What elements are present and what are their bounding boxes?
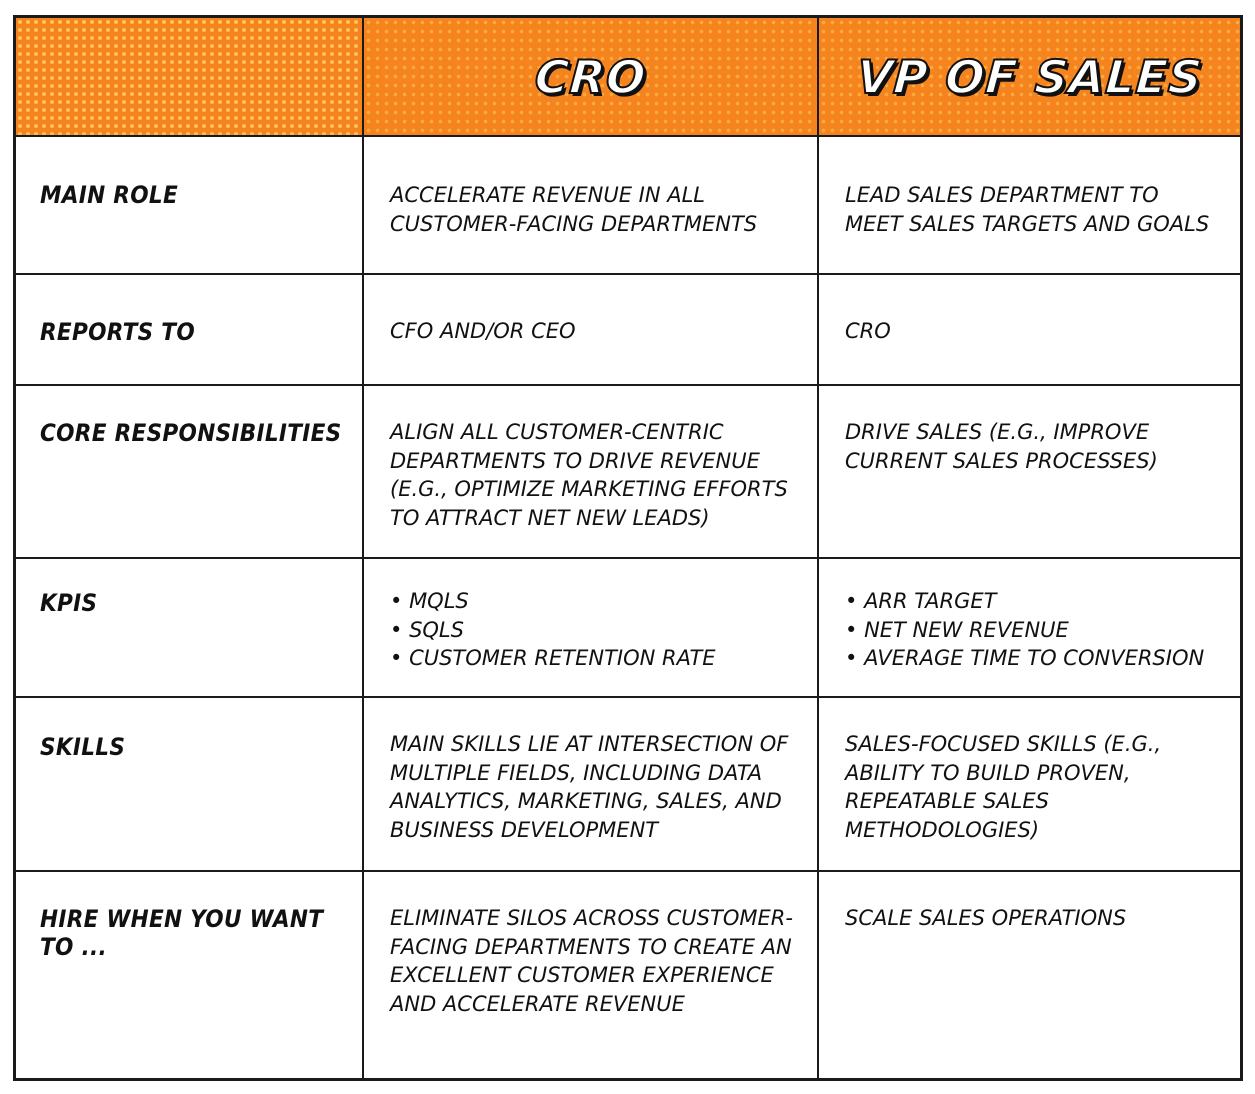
cro-main-role-text: ACCELERATE REVENUE IN ALL CUSTOMER-FACING DEPARTMENTS bbox=[390, 183, 758, 236]
row-label-main-role bbox=[16, 137, 364, 275]
vp-reports-to-text: CRO bbox=[845, 319, 891, 343]
row-label-kpis bbox=[16, 559, 364, 698]
cro-kpi-list bbox=[390, 587, 793, 673]
kpi-list-item: • AVERAGE TIME TO CONVERSION bbox=[845, 644, 1216, 673]
cro-reports-to-text: CFO AND/OR CEO bbox=[390, 319, 576, 343]
vp-kpi-list bbox=[845, 587, 1216, 673]
cro-main-role-cell bbox=[364, 137, 819, 275]
row-label-text: REPORTS TO bbox=[40, 318, 195, 346]
cro-core-responsibilities-cell bbox=[364, 386, 819, 559]
row-label-text: MAIN ROLE bbox=[40, 181, 179, 209]
header-vp-title: VP OF SALES bbox=[854, 49, 1205, 104]
vp-kpis-cell bbox=[819, 559, 1240, 698]
vp-core-responsibilities-text: DRIVE SALES (E.G., IMPROVE CURRENT SALES PROCESSES) bbox=[845, 420, 1158, 473]
vp-core-responsibilities-cell bbox=[819, 386, 1240, 559]
cro-skills-text: MAIN SKILLS LIE AT INTERSECTION OF MULTIPLE FIELDS, INCLUDING DATA ANALYTICS, MARKETING, SALES, AND BUSINESS DEVELOPMENT bbox=[390, 732, 789, 842]
comparison-table bbox=[13, 15, 1243, 1081]
kpi-list-item: • SQLS bbox=[390, 616, 793, 645]
kpi-list-item: • MQLS bbox=[390, 587, 793, 616]
row-label-text: KPIS bbox=[40, 589, 98, 617]
vp-reports-to-cell bbox=[819, 275, 1240, 386]
row-label-reports-to bbox=[16, 275, 364, 386]
row-label-hire-when bbox=[16, 872, 364, 1078]
vp-hire-when-text: SCALE SALES OPERATIONS bbox=[845, 906, 1127, 930]
kpi-list-item: • CUSTOMER RETENTION RATE bbox=[390, 644, 793, 673]
vp-hire-when-cell bbox=[819, 872, 1240, 1078]
cro-core-responsibilities-text: ALIGN ALL CUSTOMER-CENTRIC DEPARTMENTS TO DRIVE REVENUE (E.G., OPTIMIZE MARKETING EFFORTS TO ATTRACT NET NEW LEADS) bbox=[390, 420, 788, 530]
row-label-core-responsibilities bbox=[16, 386, 364, 559]
kpi-list-item: • NET NEW REVENUE bbox=[845, 616, 1216, 645]
cro-hire-when-text: ELIMINATE SILOS ACROSS CUSTOMER-FACING DEPARTMENTS TO CREATE AN EXCELLENT CUSTOMER EXPERIENCE AND ACCELERATE REVENUE bbox=[390, 906, 793, 1016]
vp-skills-cell bbox=[819, 698, 1240, 872]
row-label-text: CORE RESPONSIBILITIES bbox=[40, 419, 342, 447]
cro-skills-cell bbox=[364, 698, 819, 872]
cro-reports-to-cell bbox=[364, 275, 819, 386]
header-cro-title: CRO bbox=[532, 49, 649, 104]
row-label-skills bbox=[16, 698, 364, 872]
kpi-list-item: • ARR TARGET bbox=[845, 587, 1216, 616]
header-corner-cell bbox=[16, 18, 364, 137]
row-label-text: SKILLS bbox=[40, 733, 126, 761]
header-vp-cell bbox=[819, 18, 1240, 137]
vp-main-role-cell bbox=[819, 137, 1240, 275]
cro-kpis-cell bbox=[364, 559, 819, 698]
vp-main-role-text: LEAD SALES DEPARTMENT TO MEET SALES TARGETS AND GOALS bbox=[845, 183, 1210, 236]
row-label-text: HIRE WHEN YOU WANT TO ... bbox=[40, 905, 324, 961]
cro-hire-when-cell bbox=[364, 872, 819, 1078]
vp-skills-text: SALES-FOCUSED SKILLS (E.G., ABILITY TO BUILD PROVEN, REPEATABLE SALES METHODOLOGIES) bbox=[845, 732, 1162, 842]
header-cro-cell bbox=[364, 18, 819, 137]
